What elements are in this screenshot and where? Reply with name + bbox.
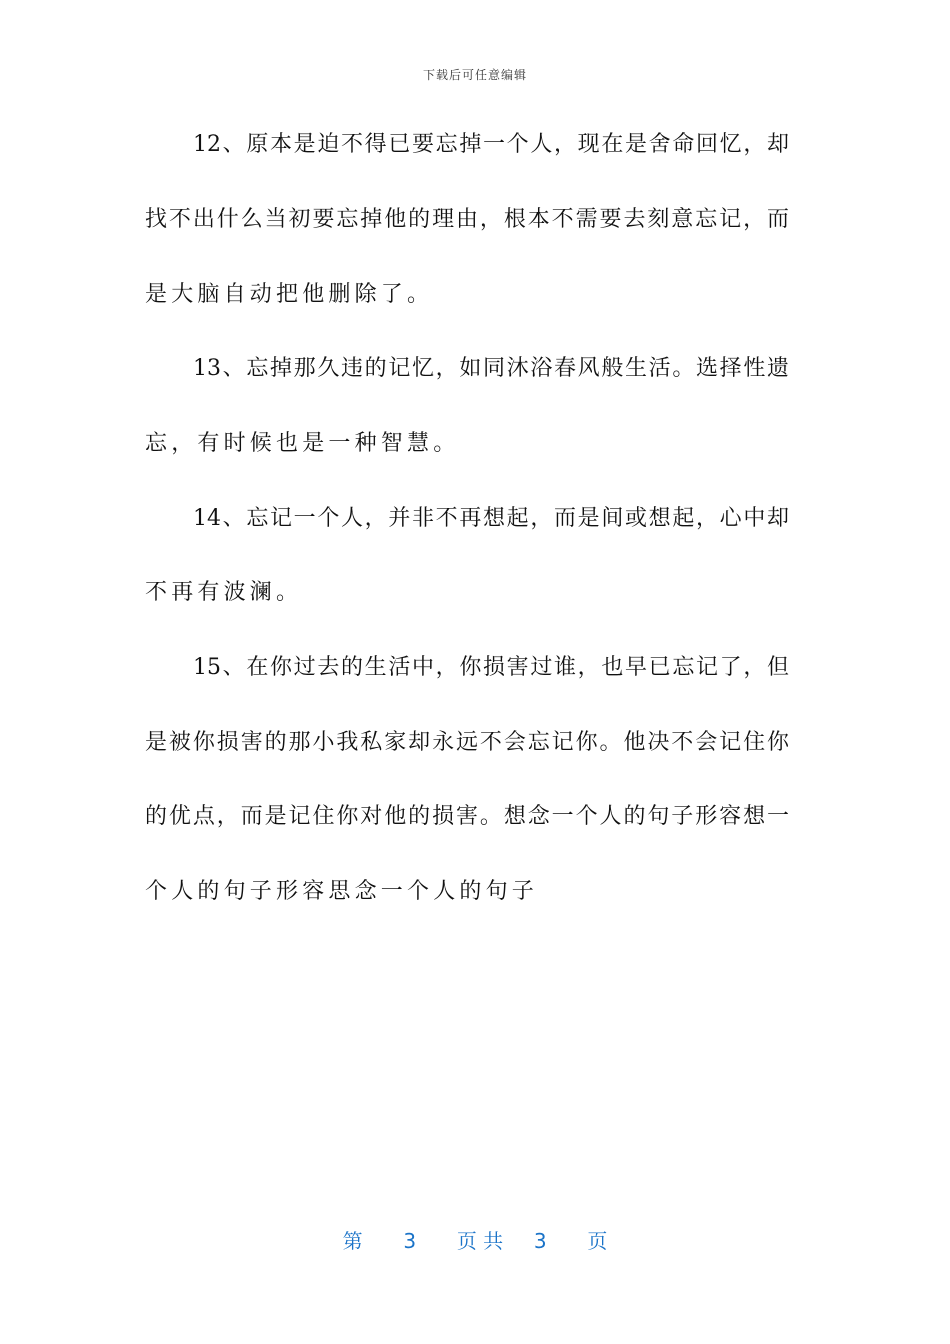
text-line: 14、忘记一个人，并非不再想起，而是间或想起，心中却 [193, 506, 789, 531]
footer-page-number: 3 [403, 1229, 417, 1253]
text-line: 15、在你过去的生活中，你损害过谁，也早已忘记了，但 [193, 655, 789, 680]
page-footer [0, 1225, 950, 1254]
text-line: 找不出什么当初要忘掉他的理由，根本不需要去刻意忘记，而 [145, 207, 789, 232]
footer-suffix: 页 [587, 1229, 608, 1253]
text-line: 个人的句子形容思念一个人的句子 [145, 879, 539, 904]
text-line: 的优点，而是记住你对他的损害。想念一个人的句子形容想一 [145, 804, 789, 829]
text-line: 是大脑自动把他删除了。 [145, 282, 434, 307]
page-header: 下载后可任意编辑 [422, 68, 527, 82]
text-line: 13、忘掉那久违的记忆，如同沐浴春风般生活。选择性遗 [193, 356, 789, 381]
text-line: 忘，有时候也是一种智慧。 [145, 431, 460, 456]
text-line: 不再有波澜。 [145, 580, 303, 605]
footer-prefix: 第 [342, 1229, 363, 1253]
footer-mid: 页 共 [456, 1229, 504, 1253]
text-line: 12、原本是迫不得已要忘掉一个人，现在是舍命回忆，却 [193, 132, 789, 157]
text-line: 是被你损害的那小我私家却永远不会忘记你。他决不会记住你 [145, 730, 789, 755]
footer-total-pages: 3 [533, 1229, 547, 1253]
